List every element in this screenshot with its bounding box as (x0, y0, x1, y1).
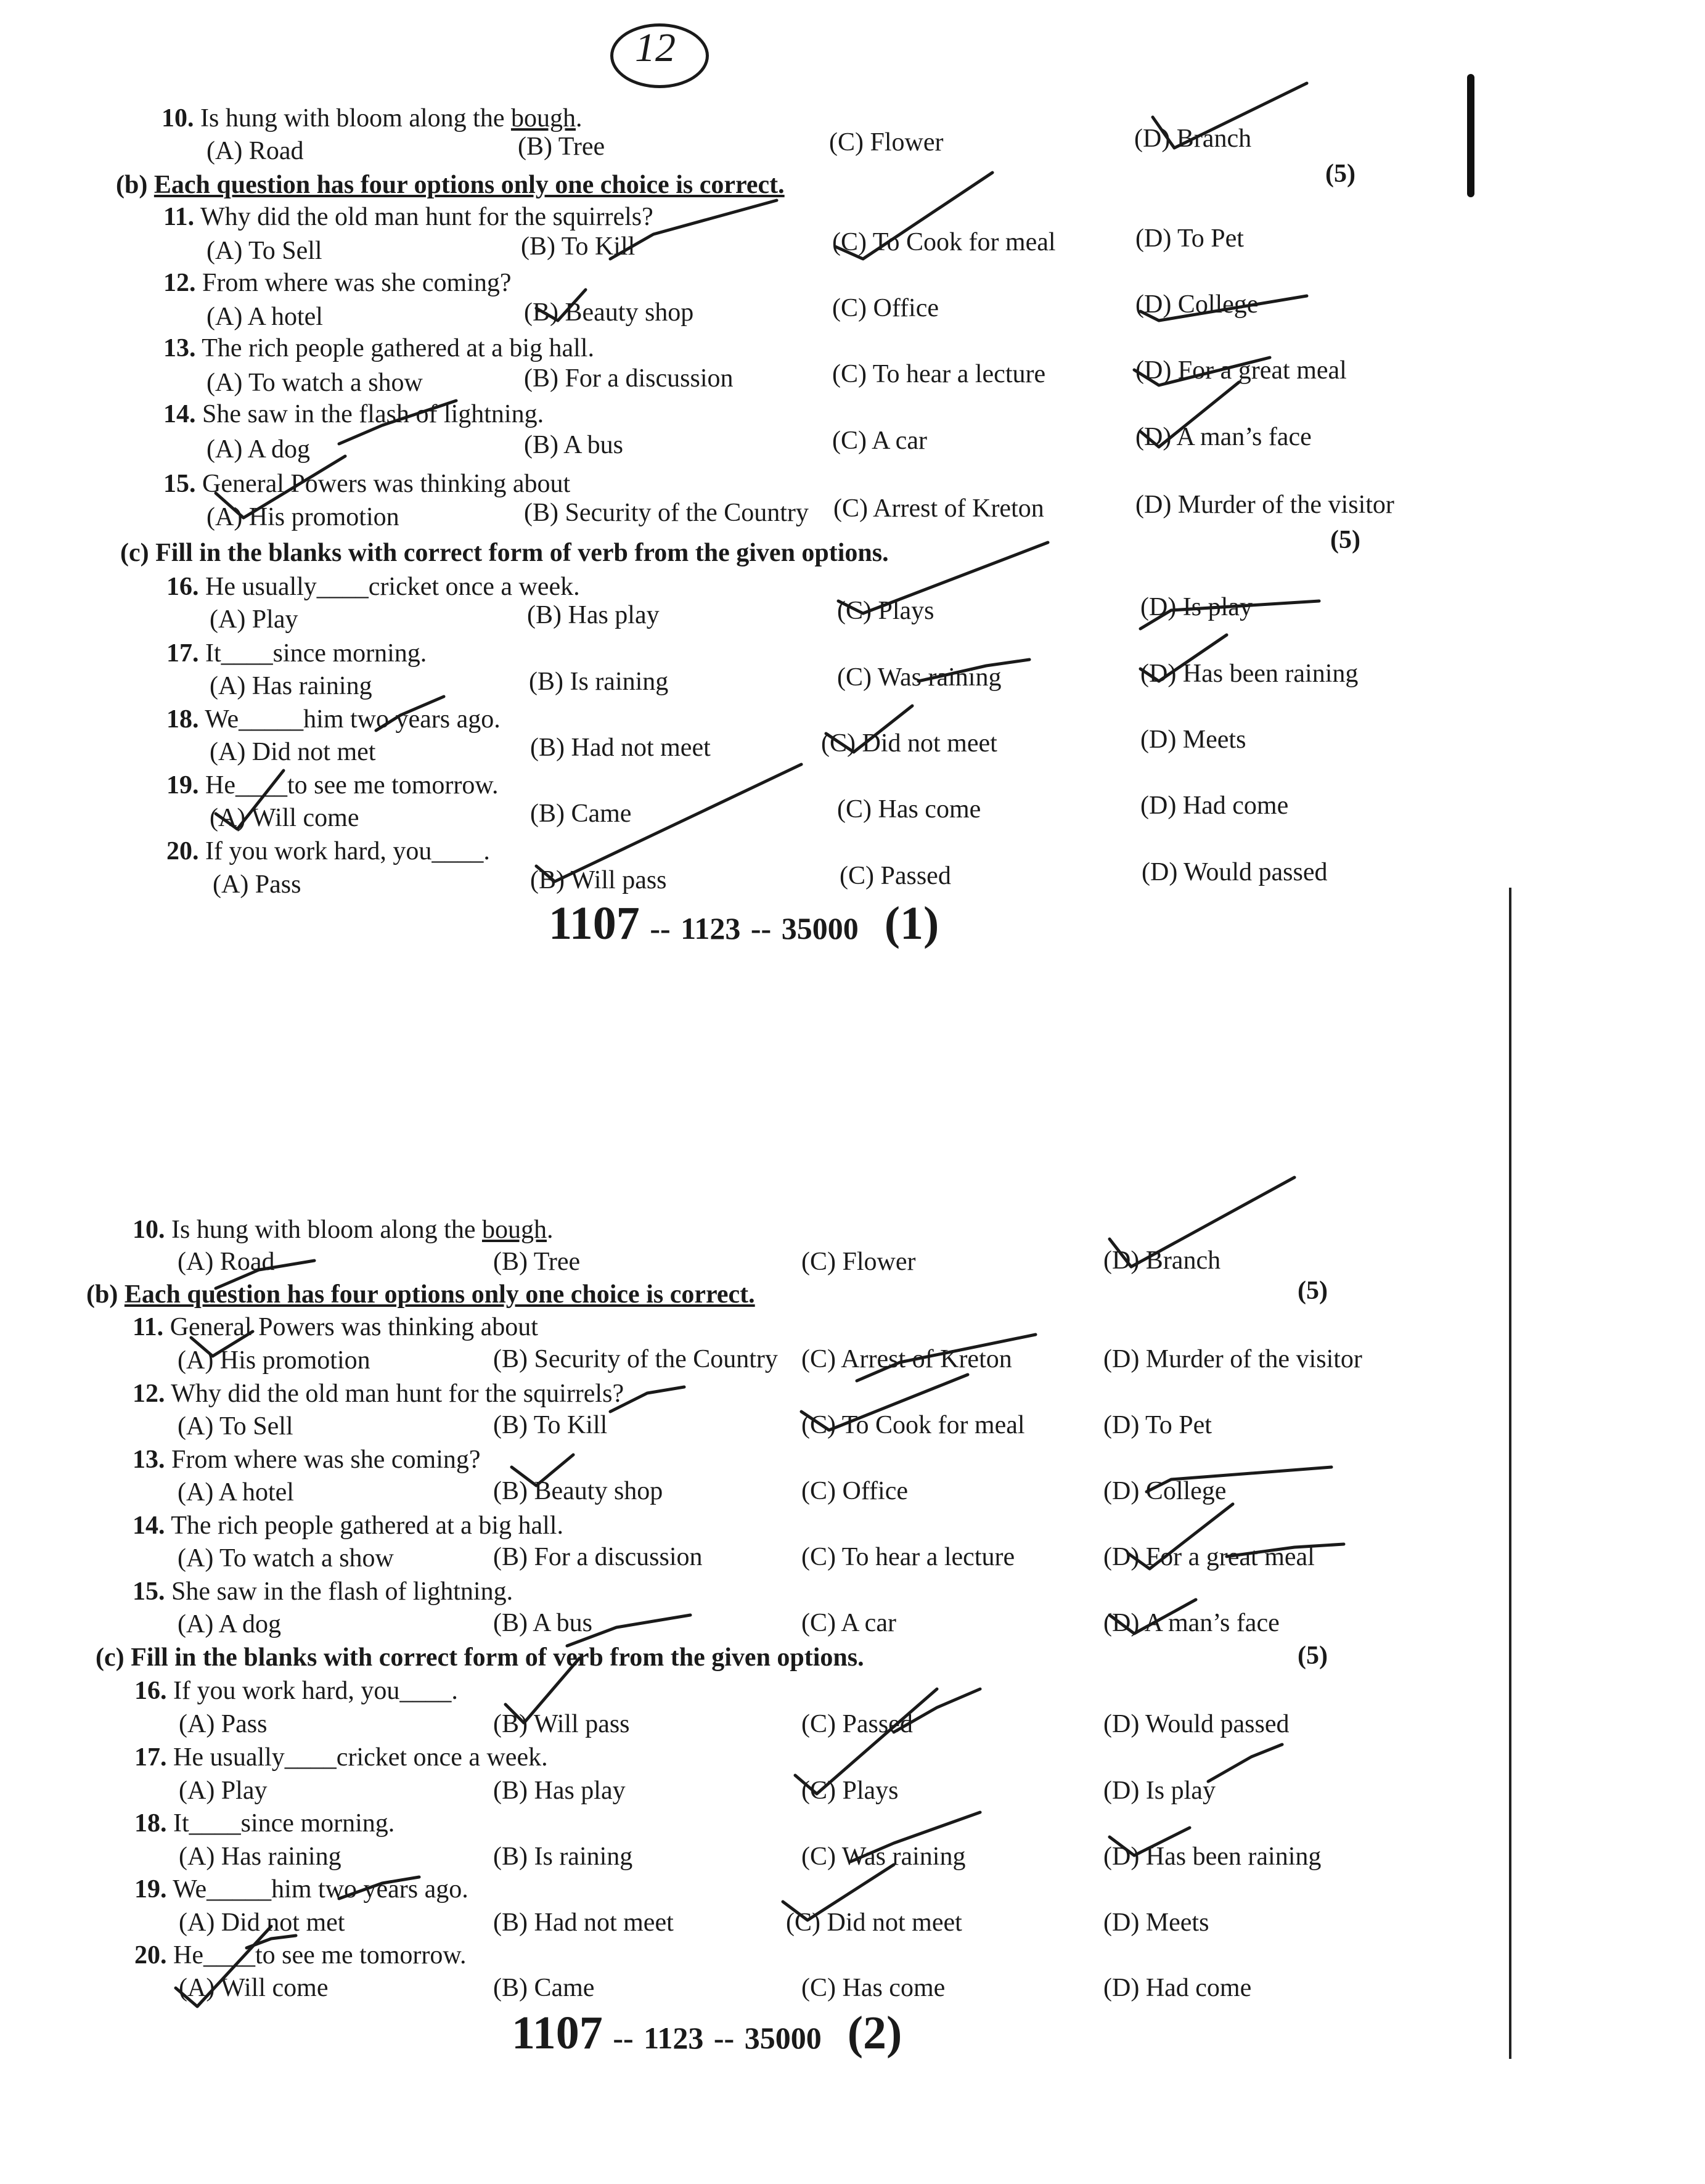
option-a: (A) Will come (210, 804, 359, 832)
tick-mark (1208, 1744, 1282, 1781)
option-b: (B) Had not meet (530, 734, 711, 762)
option-c: (C) Has come (837, 795, 981, 824)
option-c: (C) Did not meet (786, 1908, 962, 1937)
option-d: (D) For a great meal (1103, 1543, 1315, 1571)
option-d: (D) Would passed (1103, 1710, 1290, 1738)
option-b: (B) Beauty shop (524, 298, 694, 327)
option-b: (B) Had not meet (493, 1908, 674, 1937)
question-15: 15. General Powers was thinking about (163, 470, 571, 498)
option-a: (A) A dog (178, 1610, 281, 1638)
option-a: (A) To Sell (178, 1412, 293, 1441)
option-a: (A) Road (178, 1248, 275, 1276)
question-10: 10. Is hung with bloom along the bough. (162, 104, 583, 133)
option-d: (D) Murder of the visitor (1103, 1345, 1362, 1373)
option-a: (A) To watch a show (206, 369, 423, 397)
option-c: (C) To hear a lecture (801, 1543, 1015, 1571)
option-c: (C) Passed (801, 1710, 913, 1738)
option-d: (D) A man’s face (1135, 423, 1312, 451)
option-b: (B) Beauty shop (493, 1477, 663, 1505)
option-b: (B) Has play (527, 601, 660, 629)
option-b: (B) Is raining (529, 668, 669, 696)
question-15: 15. She saw in the flash of lightning. (133, 1577, 513, 1606)
option-a: (A) To watch a show (178, 1544, 394, 1573)
option-a: (A) Play (210, 605, 298, 634)
option-b: (B) Came (493, 1974, 595, 2002)
option-a: (A) A dog (206, 435, 310, 464)
option-d: (D) Had come (1103, 1974, 1252, 2002)
question-10: 10. Is hung with bloom along the bough. (133, 1216, 554, 1244)
question-18: 18. We_____him two years ago. (166, 705, 501, 734)
option-b: (B) For a discussion (493, 1543, 703, 1571)
question-19: 19. We_____him two years ago. (134, 1875, 468, 1904)
paper-code-footer: 1107 -- 1123 -- 35000 (2) (512, 2007, 902, 2059)
paper-code-footer: 1107 -- 1123 -- 35000 (1) (549, 898, 939, 949)
option-a: (A) Did not met (210, 738, 376, 766)
option-b: (B) Tree (493, 1248, 581, 1276)
option-b: (B) Came (530, 800, 632, 828)
question-13: 13. From where was she coming? (133, 1446, 481, 1474)
question-13: 13. The rich people gathered at a big hall. (163, 334, 594, 362)
option-d: (D) Meets (1103, 1908, 1209, 1937)
option-c: (C) Was raining (801, 1842, 966, 1871)
option-a: (A) To Sell (206, 237, 322, 265)
option-c: (C) Arrest of Kreton (833, 494, 1044, 523)
section-c-marks: (5) (1298, 1642, 1328, 1670)
section-c-heading: (c) Fill in the blanks with correct form of verb from the given options. (96, 1643, 864, 1672)
option-a: (A) Has raining (210, 672, 372, 700)
option-b: (B) Security of the Country (493, 1345, 778, 1373)
question-18: 18. It____since morning. (134, 1809, 395, 1838)
scan-edge-mark (1467, 74, 1474, 197)
option-b: (B) For a discussion (524, 364, 734, 393)
option-c: (C) Has come (801, 1974, 946, 2002)
option-c: (C) To hear a lecture (832, 360, 1046, 388)
question-17: 17. He usually____cricket once a week. (134, 1743, 548, 1772)
option-d: (D) Is play (1103, 1777, 1216, 1805)
question-20: 20. If you work hard, you____. (166, 837, 490, 865)
section-c-marks: (5) (1330, 526, 1360, 554)
question-20: 20. He____to see me tomorrow. (134, 1941, 467, 1969)
option-c: (C) Flower (829, 128, 944, 157)
question-17: 17. It____since morning. (166, 639, 427, 668)
question-19: 19. He____to see me tomorrow. (166, 771, 499, 800)
option-a: (A) His promotion (206, 503, 399, 531)
option-a: (A) Pass (179, 1710, 268, 1738)
option-d: (D) Murder of the visitor (1135, 491, 1394, 519)
option-c: (C) Office (801, 1477, 908, 1505)
option-d: (D) College (1103, 1477, 1227, 1505)
question-11: 11. Why did the old man hunt for the squirrels? (163, 203, 653, 231)
option-b: (B) Tree (518, 133, 605, 161)
option-c: (C) A car (801, 1609, 896, 1637)
option-d: (D) Has been raining (1103, 1842, 1322, 1871)
option-d: (D) Had come (1140, 791, 1289, 820)
option-d: (D) To Pet (1103, 1411, 1212, 1439)
option-c: (C) Office (832, 294, 939, 322)
option-a: (A) Road (206, 137, 304, 165)
scan-edge-line (1509, 888, 1511, 2059)
option-b: (B) To Kill (493, 1411, 608, 1439)
option-a: (A) His promotion (178, 1346, 370, 1375)
option-a: (A) Play (179, 1777, 268, 1805)
section-b-heading: (b) Each question has four options only one choice is correct. (86, 1280, 755, 1309)
section-b-marks: (5) (1298, 1277, 1328, 1305)
option-b: (B) To Kill (521, 232, 636, 261)
option-c: (C) Flower (801, 1248, 916, 1276)
question-16: 16. He usually____cricket once a week. (166, 573, 580, 601)
section-c-heading: (c) Fill in the blanks with correct form of verb from the given options. (120, 539, 889, 567)
option-d: (D) Meets (1140, 726, 1246, 754)
option-a: (A) Did not met (179, 1908, 345, 1937)
option-d: (D) Would passed (1142, 858, 1328, 886)
option-c: (C) To Cook for meal (832, 228, 1056, 256)
question-11: 11. General Powers was thinking about (133, 1313, 538, 1341)
option-a: (A) Has raining (179, 1842, 341, 1871)
option-a: (A) A hotel (178, 1478, 294, 1507)
option-d: (D) Branch (1134, 125, 1252, 153)
option-d: (D) To Pet (1135, 224, 1244, 253)
option-b: (B) Is raining (493, 1842, 633, 1871)
option-d: (D) A man’s face (1103, 1609, 1280, 1637)
option-d: (D) Has been raining (1140, 660, 1359, 688)
option-b: (B) Security of the Country (524, 499, 809, 527)
option-c: (C) Passed (840, 862, 951, 890)
option-c: (C) Plays (801, 1777, 899, 1805)
question-14: 14. She saw in the flash of lightning. (163, 400, 544, 428)
option-d: (D) College (1135, 290, 1259, 319)
option-c: (C) A car (832, 427, 927, 455)
option-c: (C) Was raining (837, 663, 1002, 692)
option-a: (A) A hotel (206, 303, 323, 331)
option-c: (C) Plays (837, 597, 934, 625)
option-d: (D) Branch (1103, 1246, 1221, 1275)
option-b: (B) A bus (493, 1609, 593, 1637)
option-a: (A) Will come (179, 1974, 329, 2002)
option-b: (B) Will pass (493, 1710, 630, 1738)
page-number: 12 (635, 25, 676, 70)
question-16: 16. If you work hard, you____. (134, 1677, 458, 1705)
option-d: (D) Is play (1140, 593, 1253, 621)
section-b-heading: (b) Each question has four options only one choice is correct. (116, 171, 785, 199)
option-b: (B) Has play (493, 1777, 626, 1805)
option-b: (B) Will pass (530, 866, 667, 894)
option-c: (C) Did not meet (821, 729, 997, 758)
option-c: (C) Arrest of Kreton (801, 1345, 1012, 1373)
question-14: 14. The rich people gathered at a big hall. (133, 1511, 563, 1540)
option-d: (D) For a great meal (1135, 356, 1347, 385)
question-12: 12. Why did the old man hunt for the squirrels? (133, 1380, 624, 1408)
question-12: 12. From where was she coming? (163, 269, 512, 297)
option-c: (C) To Cook for meal (801, 1411, 1025, 1439)
section-b-marks: (5) (1325, 160, 1355, 188)
option-b: (B) A bus (524, 431, 624, 459)
option-a: (A) Pass (213, 870, 301, 899)
